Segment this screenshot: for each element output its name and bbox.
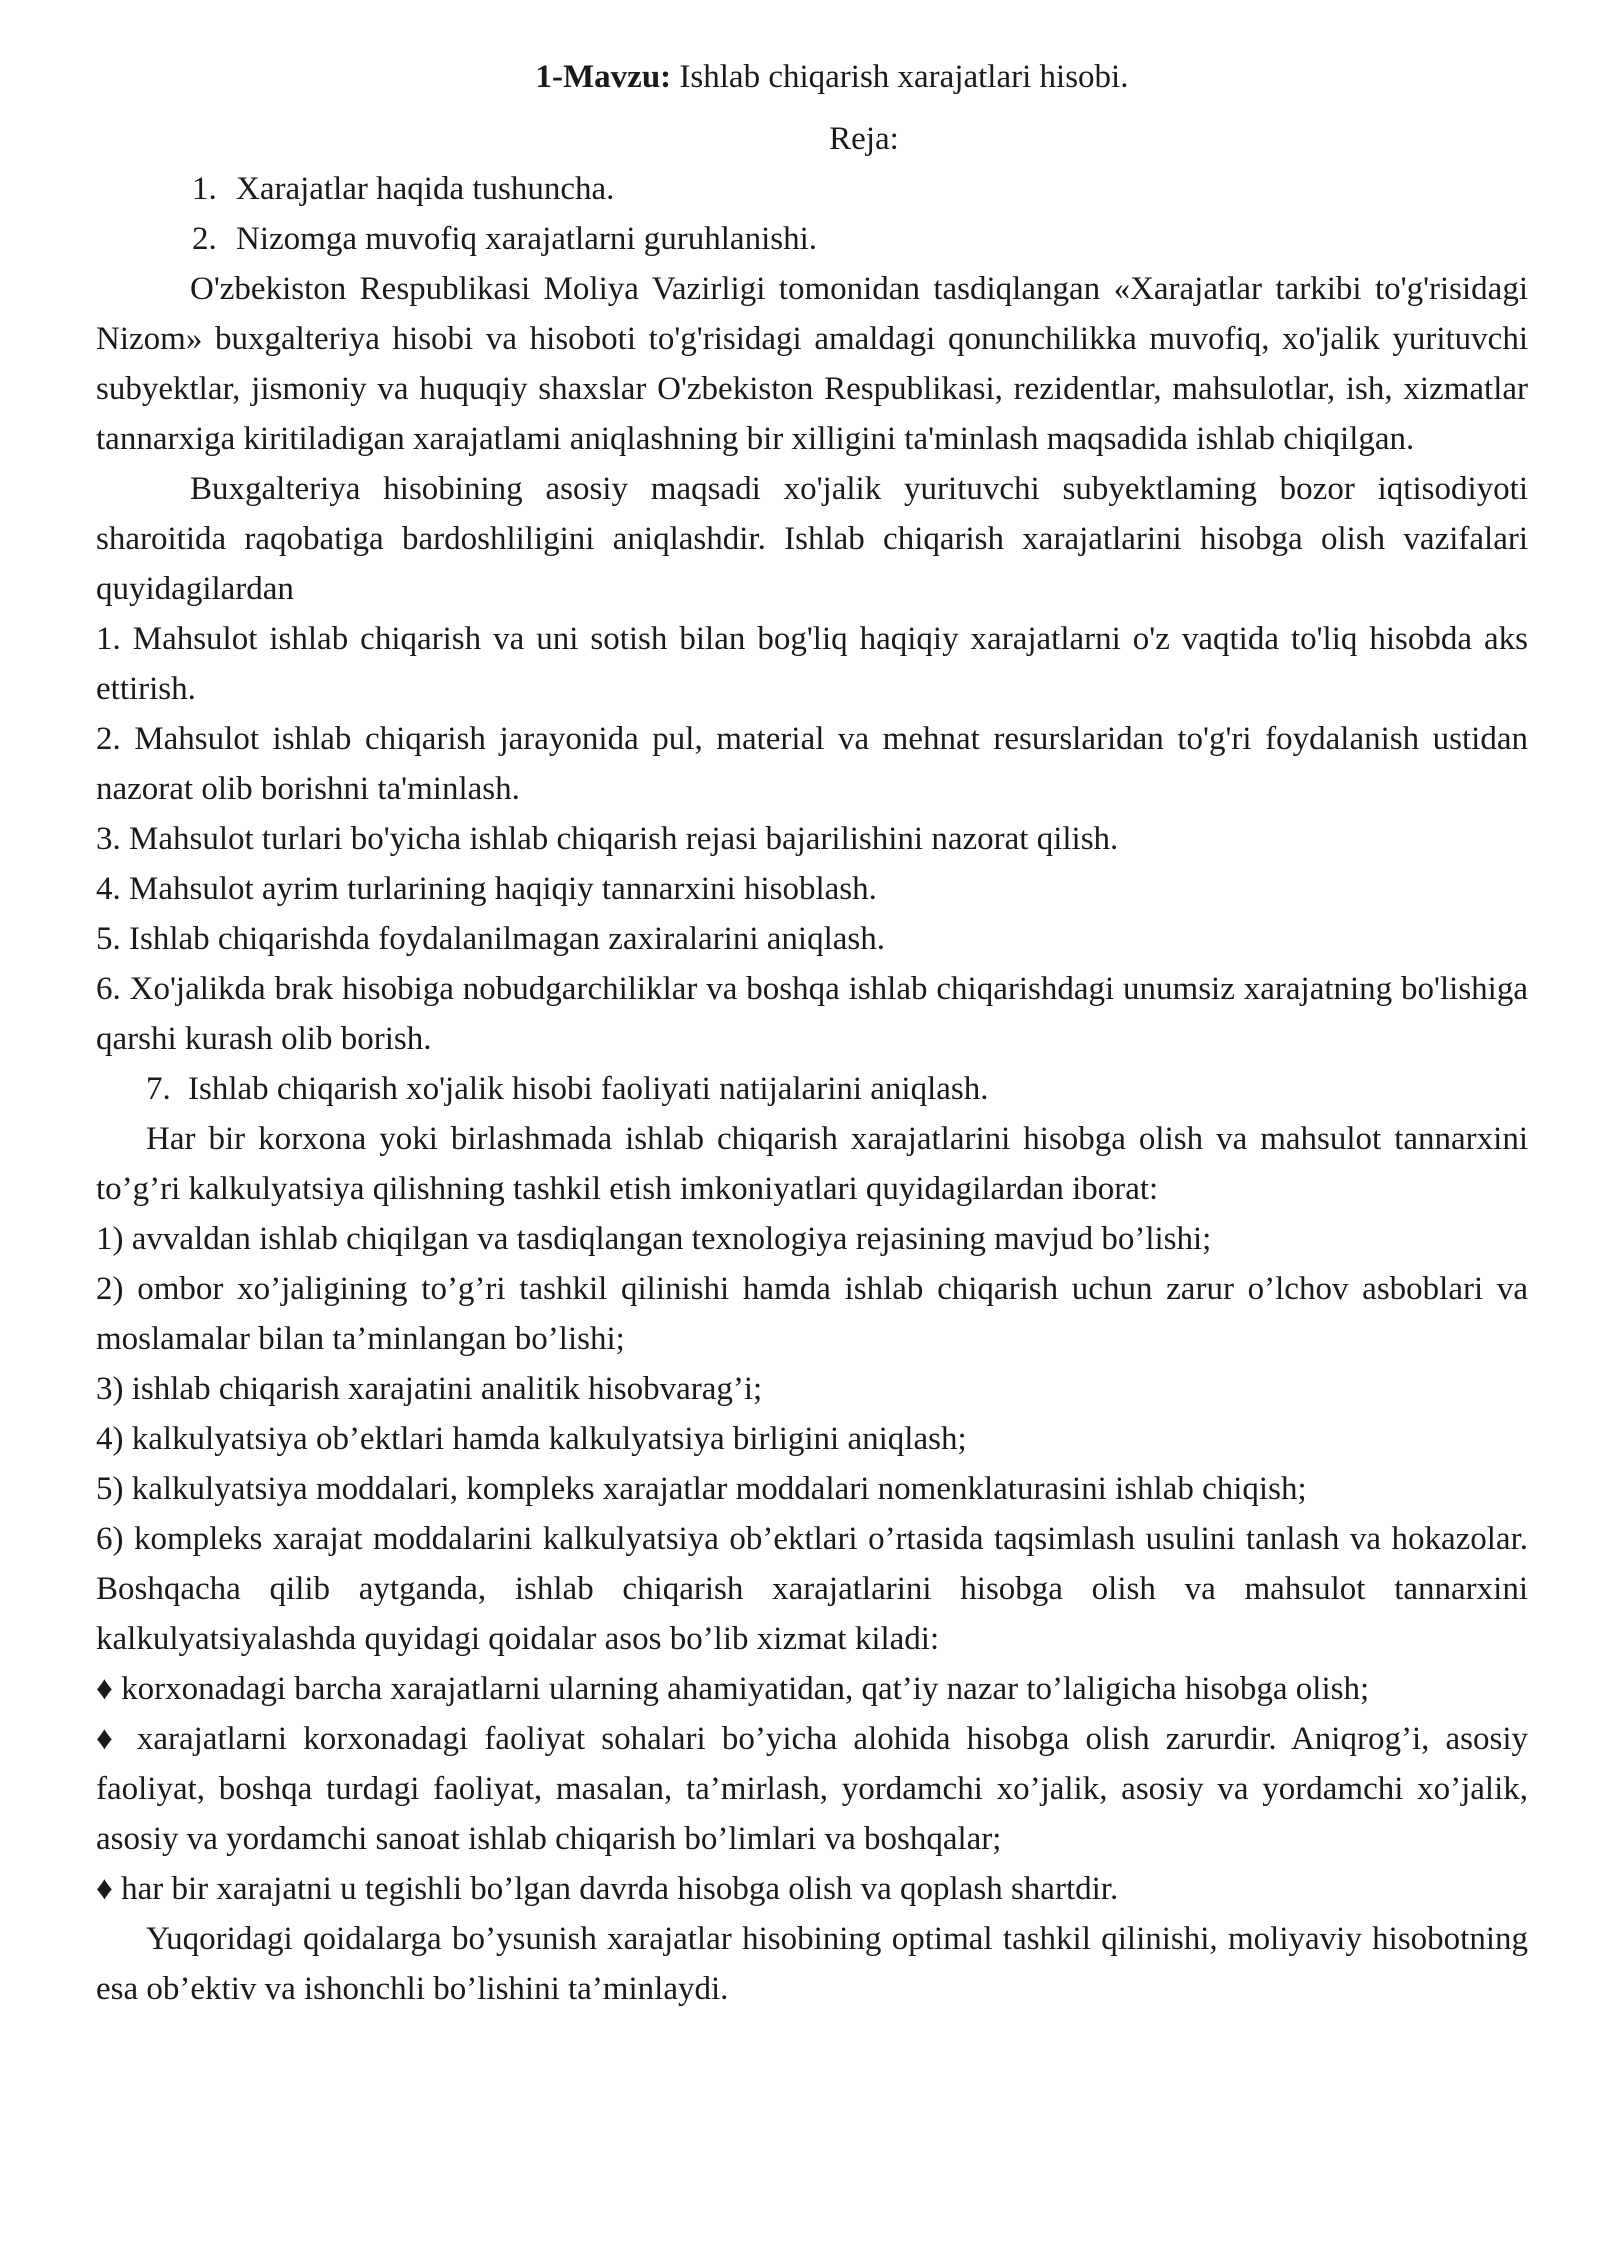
condition-item: 5) kalkulyatsiya moddalari, kompleks xarajatlar moddalari nomenklaturasini ishlab chiqish; xyxy=(96,1471,1307,1507)
rule-item: ♦ har bir xarajatni u tegishli bo’lgan davrda hisobga olish va qoplash shartdir. xyxy=(96,1871,1119,1907)
plan-item-text: Nizomga muvofiq xarajatlarni guruhlanishi. xyxy=(236,221,818,257)
task-item: 1. Mahsulot ishlab chiqarish va uni sotish bilan bog'liq haqiqiy xarajatlarni o'z vaqtida to'liq hisobda aks ettirish. xyxy=(96,621,1528,707)
document-page xyxy=(96,52,1528,2014)
title-bold: 1-Mavzu: xyxy=(535,59,672,95)
condition-item: 4) kalkulyatsiya ob’ektlari hamda kalkulyatsiya birligini aniqlash; xyxy=(96,1421,967,1457)
task-item-text: Ishlab chiqarish xo'jalik hisobi faoliyati natijalarini aniqlash. xyxy=(188,1071,989,1107)
paragraph-purpose: Buxgalteriya hisobining asosiy maqsadi xo'jalik yurituvchi subyektlaming bozor iqtisodiyoti sharoitida raqobatiga bardoshliligini aniqlashdir. Ishlab chiqarish xarajatlarini hisobga olish vazifalari quyidagilardan xyxy=(96,471,1528,607)
plan-item-text: Xarajatlar haqida tushuncha. xyxy=(236,171,615,207)
plan-item-number: 2. xyxy=(192,221,217,257)
task-item: 5. Ishlab chiqarishda foydalanilmagan zaxiralarini aniqlash. xyxy=(96,921,885,957)
page-title xyxy=(96,52,1528,102)
plan-heading: Reja: xyxy=(829,121,899,157)
plan-list xyxy=(96,164,1528,264)
paragraph-conditions: Har bir korxona yoki birlashmada ishlab chiqarish xarajatlarini hisobga olish va mahsulot tannarxini to’g’ri kalkulyatsiya qilishning tashkil etish imkoniyatlari quyidagilardan iborat: xyxy=(96,1121,1528,1207)
paragraph-conclusion: Yuqoridagi qoidalarga bo’ysunish xarajatlar hisobining optimal tashkil qilinishi, moliyaviy hisobotning esa ob’ektiv va ishonchli bo’lishini ta’minlaydi. xyxy=(96,1921,1528,2007)
plan-item xyxy=(96,164,1528,214)
task-item: 2. Mahsulot ishlab chiqarish jarayonida pul, material va mehnat resurslaridan to'g'ri foydalanish ustidan nazorat olib borishni ta'minlash. xyxy=(96,721,1528,807)
rule-item: ♦ xarajatlarni korxonadagi faoliyat sohalari bo’yicha alohida hisobga olish zarurdir. Aniqrog’i, asosiy faoliyat, boshqa turdagi faoliyat, masalan, ta’mirlash, yordamchi xo’jalik, asosiy va yordamchi xo’jalik, asosiy va yordamchi sanoat ishlab chiqarish bo’limlari va boshqalar; xyxy=(96,1721,1528,1857)
condition-item: 3) ishlab chiqarish xarajatini analitik hisobvarag’i; xyxy=(96,1371,763,1407)
task-item: 4. Mahsulot ayrim turlarining haqiqiy tannarxini hisoblash. xyxy=(96,871,877,907)
rule-item: ♦ korxonadagi barcha xarajatlarni ularning ahamiyatidan, qat’iy nazar to’laligicha hisobga olish; xyxy=(96,1671,1370,1707)
task-item: 3. Mahsulot turlari bo'yicha ishlab chiqarish rejasi bajarilishini nazorat qilish. xyxy=(96,821,1119,857)
task-item-number: 7. xyxy=(146,1071,171,1107)
task-item xyxy=(96,1064,1528,1114)
condition-item: 2) ombor xo’jaligining to’g’ri tashkil qilinishi hamda ishlab chiqarish uchun zarur o’lchov asboblari va moslamalar bilan ta’minlangan bo’lishi; xyxy=(96,1271,1528,1357)
paragraph-nizom: O'zbekiston Respublikasi Moliya Vazirligi tomonidan tasdiqlangan «Xarajatlar tarkibi to'g'risidagi Nizom» buxgalteriya hisobi va hisoboti to'g'risidagi amaldagi qonunchilikka muvofiq, xo'jalik yurituvchi subyektlar, jismoniy va huquqiy shaxslar O'zbekiston Respublikasi, rezidentlar, mahsulotlar, ish, xizmatlar tannarxiga kiritiladigan xarajatlami aniqlashning bir xilligini ta'minlash maqsadida ishlab chiqilgan. xyxy=(96,271,1528,457)
condition-item: 1) avvaldan ishlab chiqilgan va tasdiqlangan texnologiya rejasining mavjud bo’lishi; xyxy=(96,1221,1212,1257)
plan-item-number: 1. xyxy=(192,171,217,207)
task-item: 6. Xo'jalikda brak hisobiga nobudgarchiliklar va boshqa ishlab chiqarishdagi unumsiz xarajatning bo'lishiga qarshi kurash olib borish. xyxy=(96,971,1528,1057)
condition-item: 6) kompleks xarajat moddalarini kalkulyatsiya ob’ektlari o’rtasida taqsimlash usulini tanlash va hokazolar. Boshqacha qilib aytganda, ishlab chiqarish xarajatlarini hisobga olish va mahsulot tannarxini kalkulyatsiyalashda quyidagi qoidalar asos bo’lib xizmat kiladi: xyxy=(96,1521,1528,1657)
plan-item xyxy=(96,214,1528,264)
title-text: Ishlab chiqarish xarajatlari hisobi. xyxy=(671,59,1129,95)
